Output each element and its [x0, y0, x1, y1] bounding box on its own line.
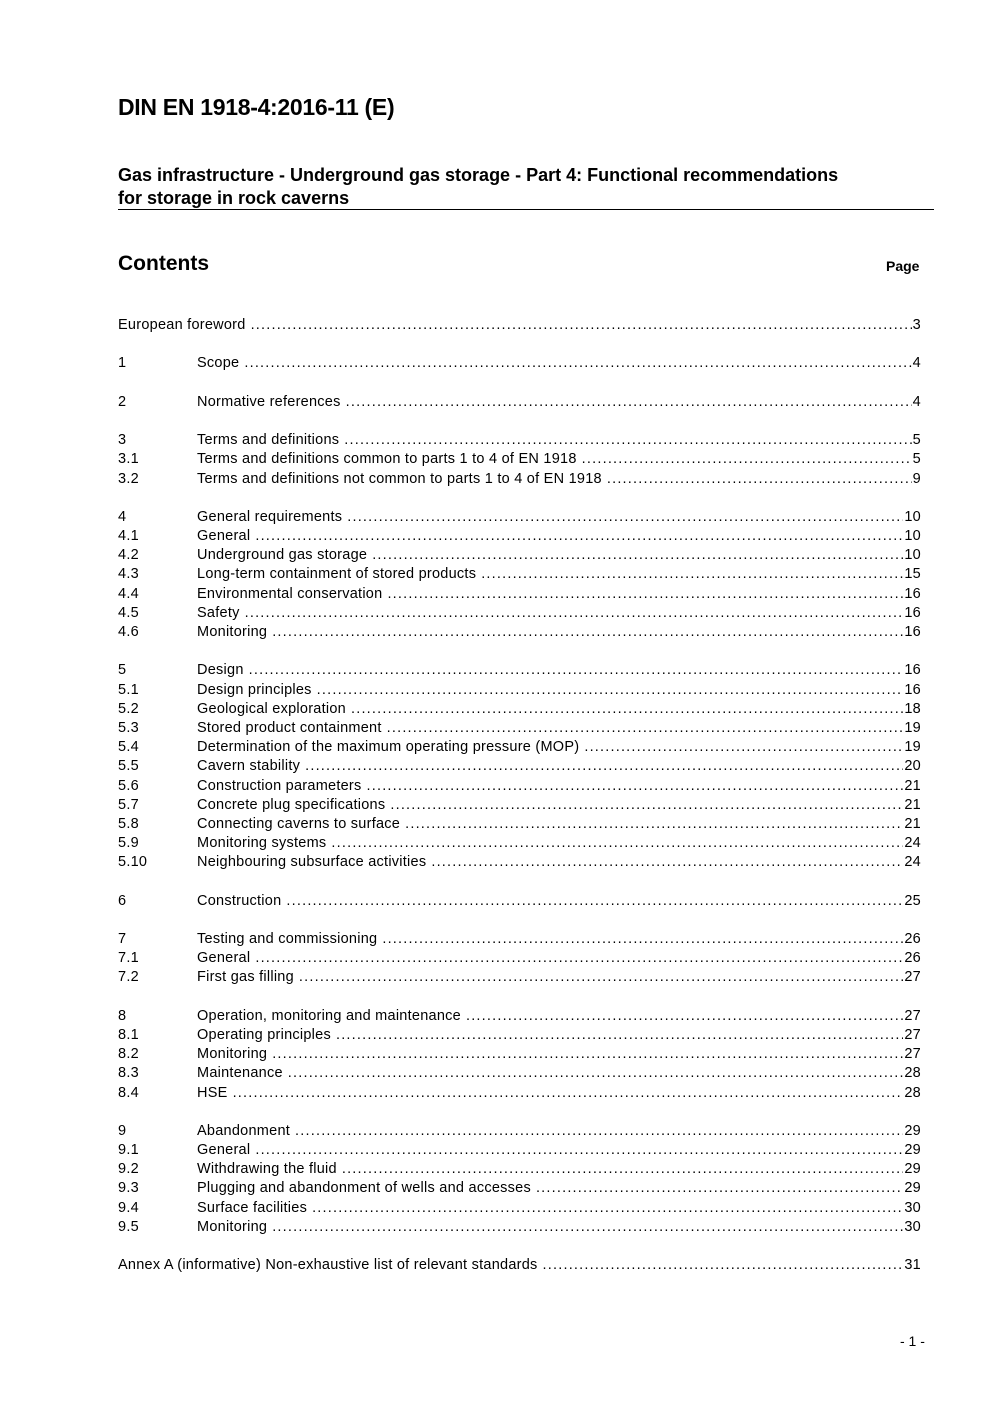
- toc-entry[interactable]: [118, 796, 921, 815]
- toc-dot-leader: [390, 796, 903, 815]
- toc-entry[interactable]: [118, 777, 921, 796]
- toc-entry-title: Stored product containment: [197, 719, 382, 736]
- toc-entry-title: Construction parameters: [197, 777, 362, 794]
- toc-entry-title: Normative references: [197, 393, 341, 410]
- toc-entry[interactable]: [118, 585, 921, 604]
- toc-entry-page: 29: [904, 1161, 921, 1178]
- toc-dot-leader: [245, 604, 904, 623]
- toc-entry-title: Surface facilities: [197, 1199, 308, 1216]
- toc-dot-leader: [299, 968, 903, 987]
- toc-entry-page: 5: [912, 451, 921, 468]
- toc-entry-page: 29: [904, 1142, 921, 1159]
- toc-entry[interactable]: [118, 1256, 921, 1275]
- contents-heading: Contents: [118, 252, 209, 275]
- toc-entry[interactable]: [118, 1218, 921, 1237]
- toc-entry-number: 7.2: [118, 969, 139, 986]
- toc-entry-number: 4.5: [118, 604, 139, 621]
- toc-entry[interactable]: [118, 546, 921, 565]
- toc-entry-page: 18: [904, 700, 921, 717]
- title-divider: [118, 209, 934, 210]
- toc-entry-number: 8.4: [118, 1084, 139, 1101]
- toc-entry-title: Environmental conservation: [197, 585, 383, 602]
- toc-entry-page: 16: [904, 585, 921, 602]
- toc-dot-leader: [543, 1256, 904, 1275]
- toc-group: [118, 508, 921, 642]
- toc-entry-number: 8.3: [118, 1065, 139, 1082]
- toc-entry-page: 10: [904, 547, 921, 564]
- toc-entry-page: 10: [904, 508, 921, 525]
- toc-entry-page: 27: [904, 1046, 921, 1063]
- toc-entry[interactable]: [118, 1199, 921, 1218]
- toc-dot-leader: [255, 1141, 903, 1160]
- toc-entry-number: 6: [118, 892, 127, 909]
- toc-entry-page: 4: [912, 355, 921, 372]
- toc-entry-number: 5: [118, 662, 127, 679]
- toc-entry-title: Scope: [197, 355, 240, 372]
- toc-entry-page: 26: [904, 950, 921, 967]
- toc-group: [118, 316, 921, 335]
- toc-dot-leader: [387, 585, 903, 604]
- toc-entry[interactable]: [118, 565, 921, 584]
- toc-entry-number: 5.10: [118, 854, 148, 871]
- toc-entry-title: Cavern stability: [197, 758, 301, 775]
- toc-entry-number: 8.1: [118, 1026, 139, 1043]
- toc-dot-leader: [346, 393, 912, 412]
- toc-entry-title: Long-term containment of stored products: [197, 566, 477, 583]
- toc-group: [118, 1007, 921, 1103]
- toc-dot-leader: [249, 661, 904, 680]
- toc-entry-number: 5.4: [118, 739, 139, 756]
- toc-entry[interactable]: [118, 470, 921, 489]
- toc-entry-title: General: [197, 950, 251, 967]
- toc-entry-number: 4.1: [118, 528, 139, 545]
- toc-entry-page: 30: [904, 1199, 921, 1216]
- toc-entry-title: Monitoring: [197, 1218, 268, 1235]
- toc-group: [118, 930, 921, 988]
- toc-dot-leader: [536, 1179, 903, 1198]
- toc-entry-number: 4.2: [118, 547, 139, 564]
- toc-entry-page: 9: [912, 470, 921, 487]
- toc-entry-page: 10: [904, 528, 921, 545]
- toc-group: [118, 393, 921, 412]
- toc-dot-leader: [272, 1218, 903, 1237]
- toc-entry-page: 21: [904, 777, 921, 794]
- toc-entry-title: General: [197, 1142, 251, 1159]
- toc-group: [118, 354, 921, 373]
- toc-entry[interactable]: [118, 892, 921, 911]
- toc-entry-page: 24: [904, 854, 921, 871]
- toc-entry-number: 5.8: [118, 815, 139, 832]
- toc-entry-title: Terms and definitions: [197, 432, 340, 449]
- toc-entry[interactable]: [118, 853, 921, 872]
- toc-entry-title: HSE: [197, 1084, 228, 1101]
- toc-group: [118, 892, 921, 911]
- toc-entry-page: 31: [904, 1257, 921, 1274]
- page-number-footer: - 1 -: [900, 1333, 925, 1349]
- toc-entry-number: 3.2: [118, 470, 139, 487]
- toc-entry-number: 4.4: [118, 585, 139, 602]
- toc-entry-title: First gas filling: [197, 969, 294, 986]
- toc-entry-title: General: [197, 528, 251, 545]
- toc-dot-leader: [466, 1007, 903, 1026]
- toc-dot-leader: [331, 834, 903, 853]
- toc-dot-leader: [387, 719, 904, 738]
- toc-dot-leader: [607, 470, 912, 489]
- toc-entry-page: 4: [912, 393, 921, 410]
- toc-entry-number: 7: [118, 931, 127, 947]
- toc-entry[interactable]: [118, 354, 921, 373]
- toc-entry-number: 5.9: [118, 835, 139, 852]
- toc-entry-page: 21: [904, 796, 921, 813]
- toc-entry-page: 20: [904, 758, 921, 775]
- toc-entry-number: 5.3: [118, 719, 139, 736]
- toc-entry-page: 5: [912, 432, 921, 449]
- toc-entry-number: 3.1: [118, 451, 139, 468]
- toc-entry-title: Underground gas storage: [197, 547, 368, 564]
- toc-group: [118, 1122, 921, 1237]
- toc-dot-leader: [336, 1026, 903, 1045]
- toc-entry-title: Design: [197, 662, 244, 679]
- toc-entry-title: Operating principles: [197, 1026, 331, 1043]
- toc-entry[interactable]: [118, 700, 921, 719]
- toc-entry[interactable]: [118, 431, 921, 450]
- toc-entry[interactable]: [118, 1007, 921, 1026]
- toc-entry-page: 16: [904, 604, 921, 621]
- toc-dot-leader: [255, 949, 903, 968]
- toc-entry[interactable]: [118, 450, 921, 469]
- toc-entry-title: Determination of the maximum operating pressure (MOP): [197, 739, 580, 756]
- toc-entry-number: 3: [118, 432, 127, 449]
- toc-entry[interactable]: [118, 316, 921, 335]
- toc-group: [118, 431, 921, 489]
- toc-entry[interactable]: [118, 738, 921, 757]
- toc-entry-page: 29: [904, 1180, 921, 1197]
- toc-entry-title: Monitoring systems: [197, 835, 327, 852]
- toc-entry-page: 29: [904, 1122, 921, 1139]
- toc-entry[interactable]: [118, 623, 921, 642]
- toc-dot-leader: [431, 853, 903, 872]
- toc-entry[interactable]: [118, 508, 921, 527]
- toc-entry-page: 15: [904, 566, 921, 583]
- toc-dot-leader: [584, 738, 903, 757]
- toc-dot-leader: [317, 681, 904, 700]
- table-of-contents: [118, 316, 921, 1295]
- toc-dot-leader: [347, 508, 903, 527]
- toc-entry-number: 9: [118, 1122, 127, 1139]
- toc-entry-title: Monitoring: [197, 624, 268, 640]
- toc-entry-number: 8: [118, 1007, 127, 1024]
- toc-entry-page: 28: [904, 1084, 921, 1101]
- toc-entry-title: Annex A (informative) Non-exhaustive list of relevant standards: [118, 1257, 538, 1274]
- toc-dot-leader: [255, 527, 903, 546]
- toc-entry[interactable]: [118, 1084, 921, 1103]
- toc-entry-page: 28: [904, 1065, 921, 1082]
- toc-dot-leader: [233, 1084, 904, 1103]
- toc-entry[interactable]: [118, 1160, 921, 1179]
- document-title-line-1: Gas infrastructure - Underground gas storage - Part 4: Functional recommendations: [118, 165, 839, 185]
- toc-entry-title: Construction: [197, 892, 282, 909]
- toc-entry[interactable]: [118, 527, 921, 546]
- toc-entry-title: Abandonment: [197, 1122, 291, 1139]
- toc-dot-leader: [272, 623, 903, 642]
- toc-entry-number: 9.2: [118, 1161, 139, 1178]
- toc-entry-title: Neighbouring subsurface activities: [197, 854, 427, 871]
- document-title-line-2: for storage in rock caverns: [118, 188, 350, 208]
- page-column-heading: Page: [886, 258, 920, 274]
- toc-entry-page: 30: [904, 1218, 921, 1235]
- toc-entry-page: 25: [904, 892, 921, 909]
- toc-entry-page: 27: [904, 969, 921, 986]
- toc-entry[interactable]: [118, 968, 921, 987]
- toc-entry-page: 19: [904, 739, 921, 756]
- toc-entry-number: 4.3: [118, 566, 139, 583]
- toc-entry-title: Monitoring: [197, 1046, 268, 1063]
- toc-entry-page: 27: [904, 1026, 921, 1043]
- toc-entry-title: Safety: [197, 604, 240, 621]
- toc-entry-number: 9.3: [118, 1180, 139, 1197]
- toc-entry[interactable]: [118, 949, 921, 968]
- toc-entry[interactable]: [118, 815, 921, 834]
- toc-dot-leader: [251, 316, 912, 335]
- toc-entry-title: Operation, monitoring and maintenance: [197, 1007, 461, 1024]
- toc-dot-leader: [312, 1199, 903, 1218]
- toc-dot-leader: [582, 450, 912, 469]
- toc-dot-leader: [367, 777, 904, 796]
- toc-entry-page: 16: [904, 681, 921, 698]
- toc-entry-title: Testing and commissioning: [197, 931, 378, 947]
- toc-entry[interactable]: [118, 1141, 921, 1160]
- toc-entry-title: Terms and definitions common to parts 1 to 4 of EN 1918: [197, 451, 577, 468]
- toc-entry[interactable]: [118, 604, 921, 623]
- toc-entry-number: 9.1: [118, 1142, 139, 1159]
- toc-entry[interactable]: [118, 661, 921, 680]
- toc-dot-leader: [351, 700, 903, 719]
- toc-dot-leader: [372, 546, 903, 565]
- toc-entry-page: 16: [904, 624, 921, 640]
- toc-entry-page: 26: [904, 931, 921, 947]
- toc-entry-number: 4.6: [118, 624, 139, 640]
- toc-entry-title: Maintenance: [197, 1065, 283, 1082]
- toc-dot-leader: [405, 815, 903, 834]
- toc-dot-leader: [344, 431, 911, 450]
- toc-entry[interactable]: [118, 719, 921, 738]
- toc-dot-leader: [295, 1122, 903, 1141]
- toc-dot-leader: [481, 565, 903, 584]
- toc-entry[interactable]: [118, 930, 921, 949]
- toc-group: [118, 1256, 921, 1275]
- document-title: [118, 164, 933, 210]
- toc-entry[interactable]: [118, 393, 921, 412]
- toc-entry-number: 4: [118, 508, 127, 525]
- toc-entry-number: 5.2: [118, 700, 139, 717]
- toc-entry-number: 5.7: [118, 796, 139, 813]
- toc-entry-title: Connecting caverns to surface: [197, 815, 401, 832]
- toc-dot-leader: [305, 757, 903, 776]
- toc-entry-page: 24: [904, 835, 921, 852]
- toc-entry[interactable]: [118, 1122, 921, 1141]
- toc-entry-number: 7.1: [118, 950, 139, 967]
- toc-entry-number: 5.6: [118, 777, 139, 794]
- toc-entry-page: 19: [904, 719, 921, 736]
- toc-entry[interactable]: [118, 1045, 921, 1064]
- toc-entry-title: General requirements: [197, 508, 343, 525]
- toc-entry-title: Concrete plug specifications: [197, 796, 386, 813]
- toc-entry-number: 5.5: [118, 758, 139, 775]
- toc-entry-page: 27: [904, 1007, 921, 1024]
- toc-entry[interactable]: [118, 1064, 921, 1083]
- toc-entry[interactable]: [118, 1179, 921, 1198]
- toc-entry-title: Plugging and abandonment of wells and accesses: [197, 1180, 531, 1197]
- toc-entry[interactable]: [118, 681, 921, 700]
- toc-entry-title: European foreword: [118, 317, 246, 333]
- toc-entry-number: 5.1: [118, 681, 139, 698]
- toc-dot-leader: [244, 354, 911, 373]
- toc-entry[interactable]: [118, 757, 921, 776]
- toc-entry-title: Withdrawing the fluid: [197, 1161, 337, 1178]
- toc-dot-leader: [288, 1064, 904, 1083]
- toc-entry-page: 21: [904, 815, 921, 832]
- toc-entry-number: 9.5: [118, 1218, 139, 1235]
- toc-entry[interactable]: [118, 834, 921, 853]
- toc-entry-number: 1: [118, 355, 127, 372]
- toc-entry-title: Terms and definitions not common to parts 1 to 4 of EN 1918: [197, 470, 602, 487]
- toc-entry-page: 3: [912, 317, 921, 333]
- toc-dot-leader: [272, 1045, 903, 1064]
- toc-entry-number: 8.2: [118, 1046, 139, 1063]
- toc-entry-number: 9.4: [118, 1199, 139, 1216]
- document-code: DIN EN 1918-4:2016-11 (E): [118, 94, 395, 120]
- toc-entry-page: 16: [904, 662, 921, 679]
- toc-entry[interactable]: [118, 1026, 921, 1045]
- toc-dot-leader: [286, 892, 903, 911]
- toc-dot-leader: [382, 930, 903, 949]
- toc-dot-leader: [342, 1160, 904, 1179]
- toc-group: [118, 661, 921, 872]
- toc-entry-number: 2: [118, 393, 127, 410]
- toc-entry-title: Design principles: [197, 681, 312, 698]
- toc-entry-title: Geological exploration: [197, 700, 346, 717]
